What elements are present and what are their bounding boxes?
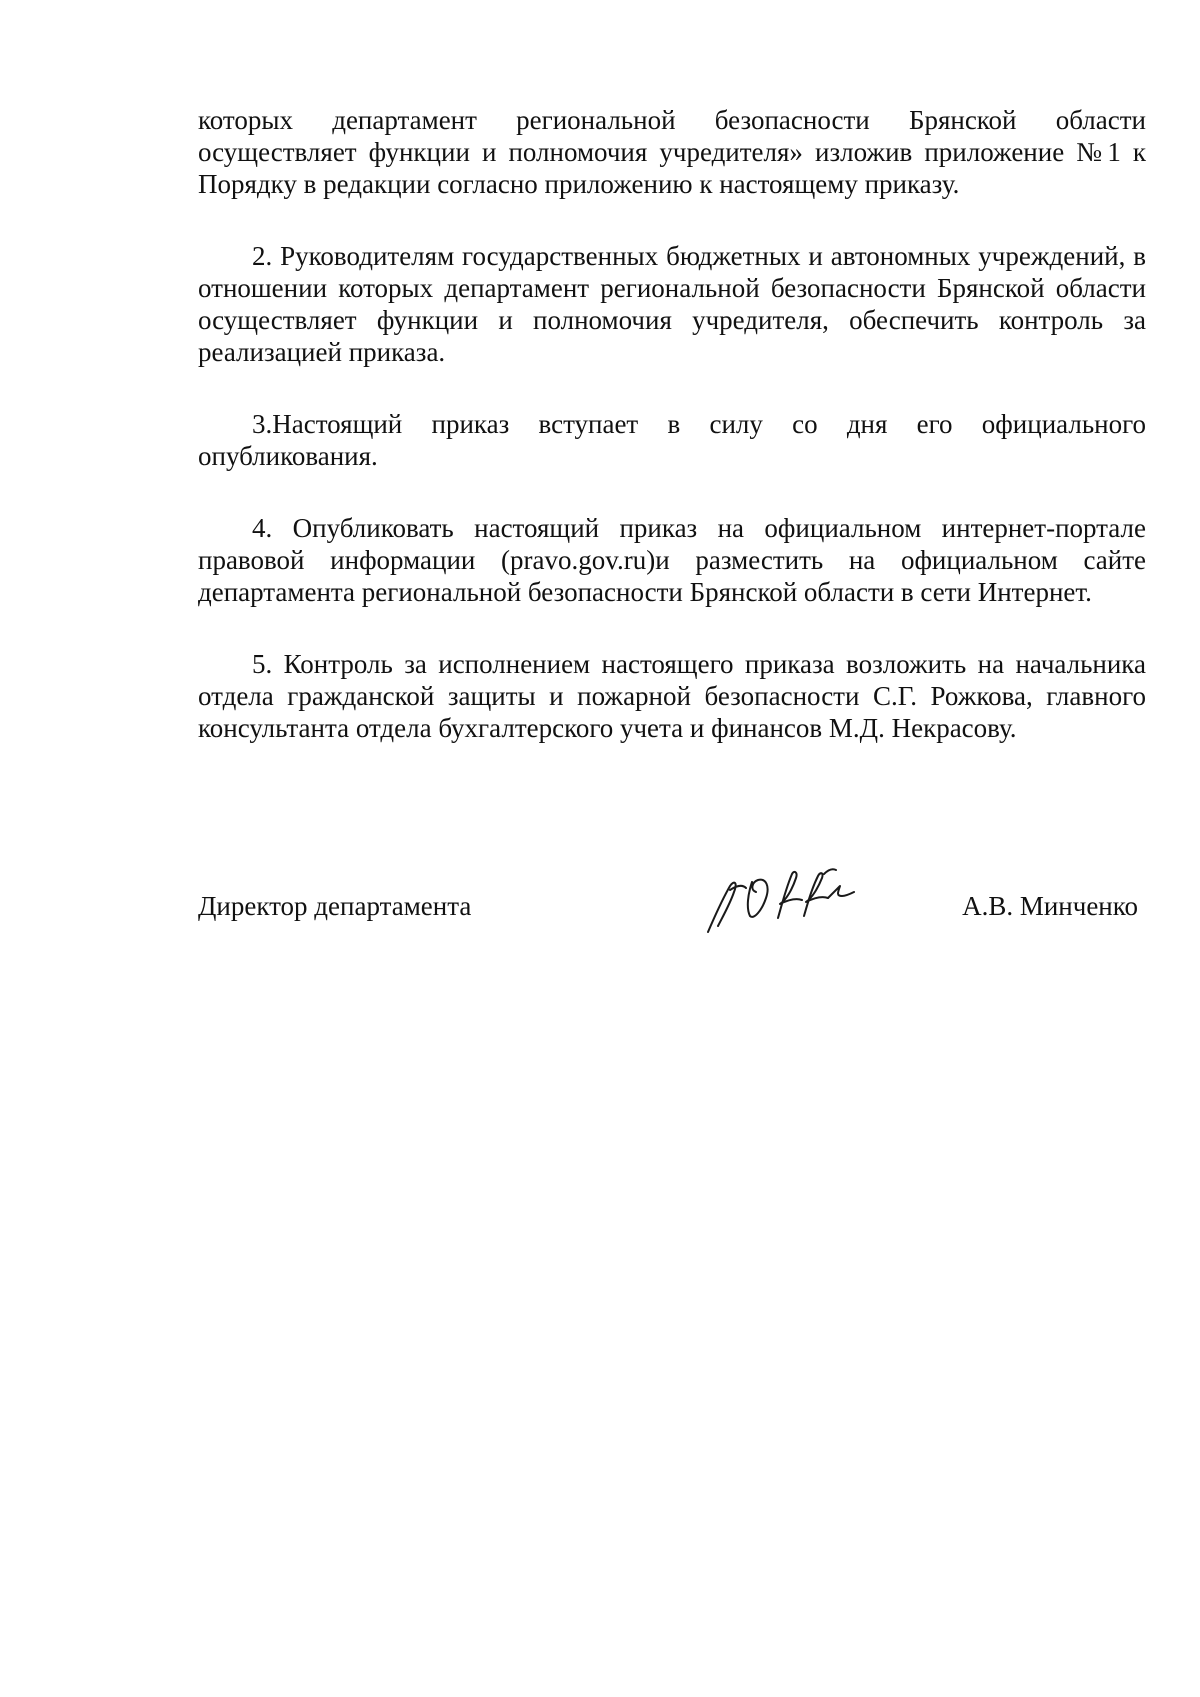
signatory-name: А.В. Минченко — [962, 891, 1138, 921]
signature-block — [198, 860, 1146, 940]
paragraph-item-4: 4. Опубликовать настоящий приказ на официальном интернет-портале правовой информации (pravo.gov.ru)и разместить на официальном сайте департамента региональной безопасности Брянской области в сети Интернет. — [198, 513, 1146, 607]
paragraph-continuation: которых департамент региональной безопасности Брянской области осуществляет функции и полномочия учредителя» изложив приложение №1 к Порядку в редакции согласно приложению к настоящему приказу. — [198, 105, 1146, 199]
paragraph-item-5: 5. Контроль за исполнением настоящего приказа возложить на начальника отдела гражданской защиты и пожарной безопасности С.Г. Рожкова, главного консультанта отдела бухгалтерского учета и финансов М.Д. Некрасову. — [198, 649, 1146, 743]
paragraph-item-2: 2. Руководителям государственных бюджетных и автономных учреждений, в отношении которых департамент региональной безопасности Брянской области осуществляет функции и полномочия учредителя, обеспечить контроль за реализацией приказа. — [198, 241, 1146, 367]
signatory-title: Директор департамента — [198, 891, 472, 921]
document-body — [198, 104, 1146, 784]
handwritten-signature-icon — [700, 860, 860, 938]
paragraph-item-3: 3.Настоящий приказ вступает в силу со дня его официального опубликования. — [198, 409, 1146, 471]
